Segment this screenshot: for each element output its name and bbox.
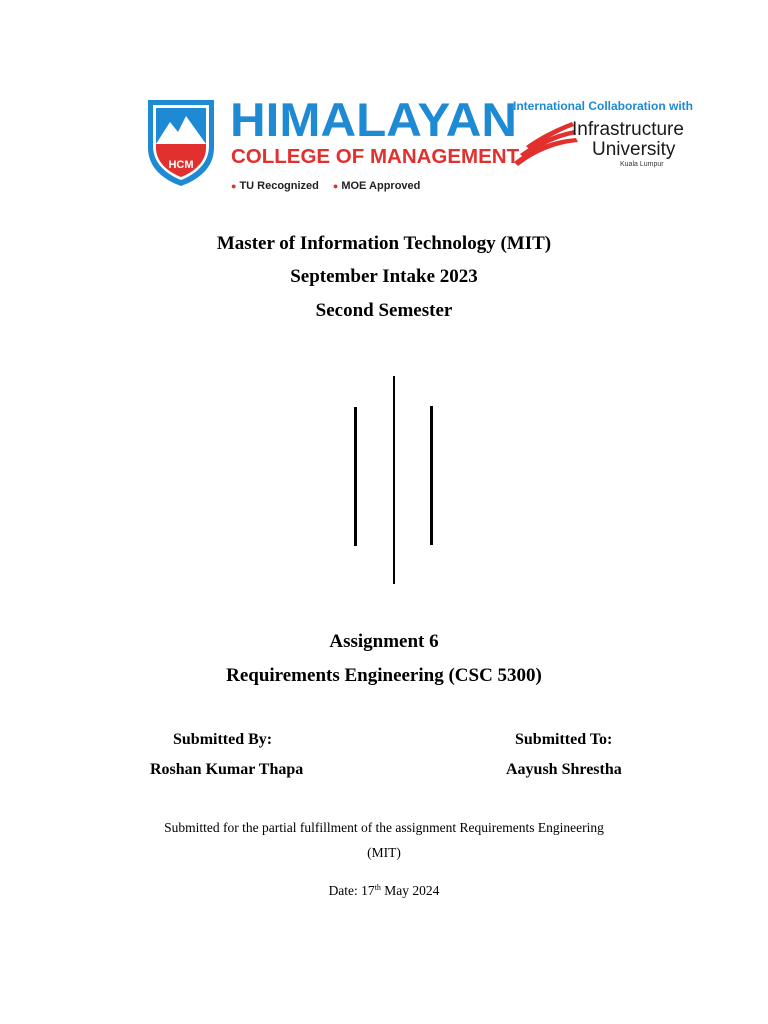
submitted-by-label: Submitted By: xyxy=(173,731,273,748)
date-day: Date: 17 xyxy=(328,883,375,898)
assignment-title: Assignment 6 xyxy=(329,631,439,652)
collaboration-text: International Collaboration with xyxy=(513,99,693,113)
submission-date xyxy=(0,880,768,899)
program-title: Master of Information Technology (MIT) xyxy=(216,233,552,254)
tag-tu: TU Recognized xyxy=(239,180,319,192)
college-subtitle: COLLEGE OF MANAGEMENT xyxy=(231,145,520,168)
bullet-icon: ● xyxy=(332,181,339,191)
divider-line-left xyxy=(354,407,357,546)
shield-text: HCM xyxy=(168,159,194,171)
intake-title: September Intake 2023 xyxy=(290,266,478,287)
college-name: HIMALAYAN xyxy=(230,93,518,146)
semester-title: Second Semester xyxy=(315,300,453,321)
submitted-by-name: Roshan Kumar Thapa xyxy=(150,761,304,778)
recognition-tags xyxy=(231,180,420,193)
tag-moe: MOE Approved xyxy=(341,180,421,192)
partner-location: Kuala Lumpur xyxy=(620,161,664,168)
submitted-to-label: Submitted To: xyxy=(515,731,613,748)
purpose-statement: Submitted for the partial fulfillment of the assignment Requirements Engineering xyxy=(164,820,604,835)
divider-line-right xyxy=(430,406,433,545)
purpose-statement-cont: (MIT) xyxy=(367,845,401,860)
date-month-year: May 2024 xyxy=(380,883,440,898)
submitted-to-name: Aayush Shrestha xyxy=(506,761,622,778)
college-shield-logo xyxy=(144,96,218,188)
divider-line-center xyxy=(393,376,395,584)
course-title: Requirements Engineering (CSC 5300) xyxy=(226,665,542,686)
partner-name-line2: University xyxy=(592,139,676,160)
date-ordinal: th xyxy=(374,883,381,892)
partner-name-line1: Infrastructure xyxy=(572,119,684,140)
bullet-icon: ● xyxy=(231,181,237,191)
